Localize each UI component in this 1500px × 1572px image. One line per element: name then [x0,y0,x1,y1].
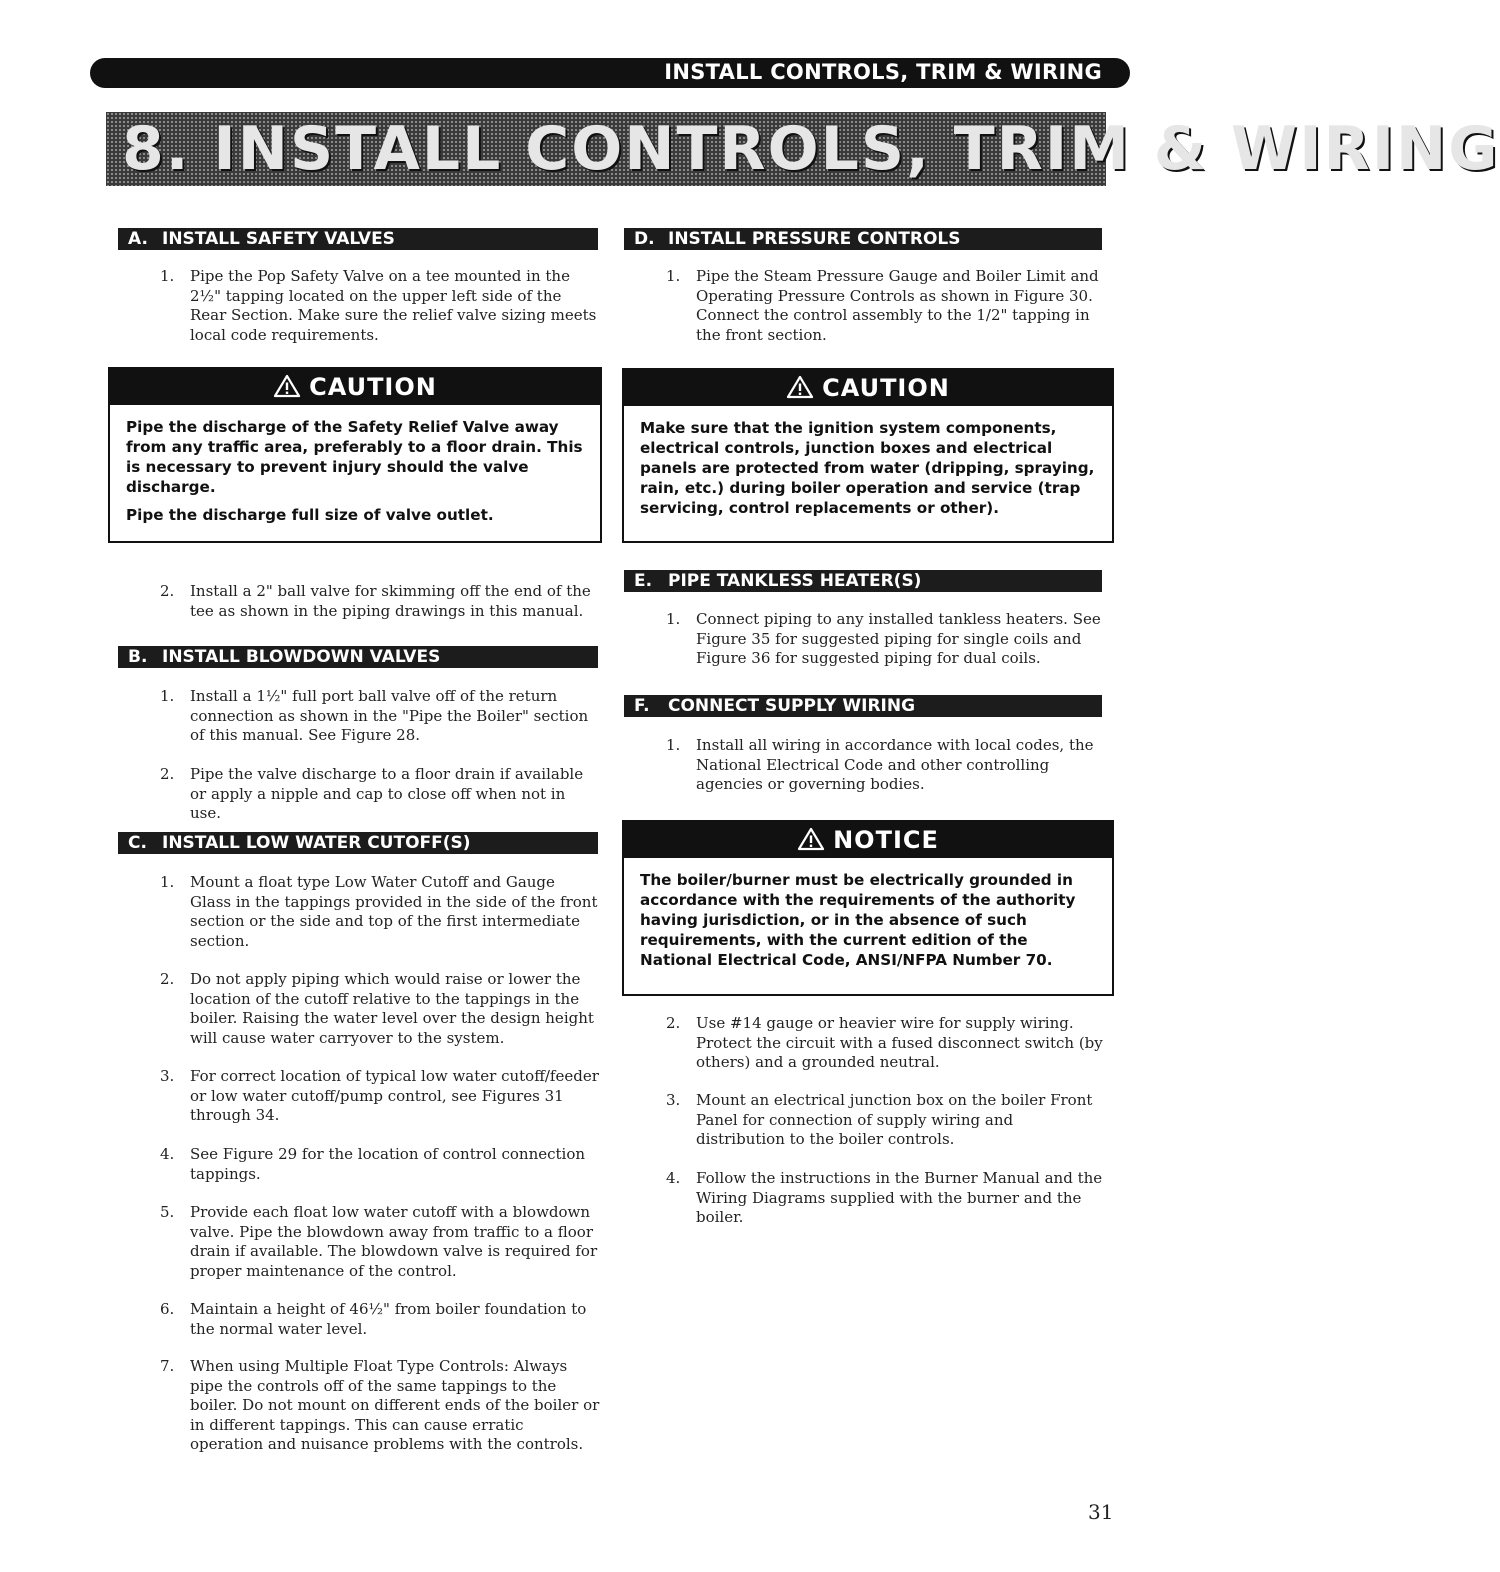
item-number: 1. [666,736,681,754]
item-text: Pipe the Pop Safety Valve on a tee mounted in the 2½" tapping located on the upper left side of the Rear Section. Make sure the relief valve sizing meets local code requirements. [190,267,597,344]
section-d-title: INSTALL PRESSURE CONTROLS [668,229,961,249]
item-text: Mount a float type Low Water Cutoff and Gauge Glass in the tappings provided in the side of the front section or the side and top of the first intermediate section. [190,873,598,950]
item-text: Use #14 gauge or heavier wire for supply wiring. Protect the circuit with a fused disconnect switch (by others) and a grounded neutral. [696,1014,1103,1072]
item-number: 1. [160,267,175,285]
caution-right-title: CAUTION [822,374,950,402]
chapter-title: 8. INSTALL CONTROLS, TRIM & WIRING [122,114,1500,184]
caution-right-header [624,370,1112,406]
warning-triangle-icon [273,374,301,398]
item-text: See Figure 29 for the location of control connection tappings. [190,1145,586,1183]
section-a-letter: A. [128,229,148,249]
section-c-title: INSTALL LOW WATER CUTOFF(S) [162,833,471,853]
section-e-header [624,570,1102,592]
section-a-header [118,228,598,250]
caution-box-right [622,368,1114,543]
section-b-header [118,646,598,668]
warning-triangle-icon [786,375,814,399]
page-number: 31 [1088,1500,1114,1524]
chapter-banner [106,112,1500,186]
item-number: 2. [160,765,175,783]
notice-header [624,822,1112,858]
section-b-letter: B. [128,647,148,667]
section-e-title: PIPE TANKLESS HEATER(S) [668,571,922,591]
caution-left-header [110,369,600,405]
item-number: 3. [666,1091,681,1109]
item-number: 2. [160,970,175,988]
caution-left-paragraph-2: Pipe the discharge full size of valve outlet. [126,506,494,524]
item-number: 4. [666,1169,681,1187]
item-number: 1. [160,687,175,705]
notice-paragraph-1: The boiler/burner must be electrically grounded in accordance with the requirements of the authority having jurisdiction, or in the absence of such requirements, with the current edition of the National Electrical Code, ANSI/NFPA Number 70. [640,871,1076,969]
item-text: When using Multiple Float Type Controls: Always pipe the controls off of the same tappings to the boiler. Do not mount on different ends of the boiler or in different tappings. This can cause erratic operation and nuisance problems with the controls. [190,1357,600,1454]
caution-right-paragraph-1: Make sure that the ignition system components, electrical controls, junction boxes and electrical panels are protected from water (dripping, spraying, rain, etc.) during boiler operation and service (trap servicing, control replacements or other). [640,419,1095,517]
section-b-title: INSTALL BLOWDOWN VALVES [162,647,441,667]
running-header-bar [90,58,1130,88]
item-text: Install a 1½" full port ball valve off of the return connection as shown in the "Pipe the Boiler" section of this manual. See Figure 28. [190,687,589,745]
item-number: 4. [160,1145,175,1163]
section-c-letter: C. [128,833,147,853]
section-f-title: CONNECT SUPPLY WIRING [668,696,916,716]
item-text: Provide each float low water cutoff with a blowdown valve. Pipe the blowdown away from traffic to a floor drain if available. The blowdown valve is required for proper maintenance of the control. [190,1203,598,1280]
caution-right-body [640,418,1098,526]
item-number: 1. [666,610,681,628]
item-text: Install a 2" ball valve for skimming off the end of the tee as shown in the piping drawings in this manual. [190,582,591,620]
item-text: Connect piping to any installed tankless heaters. See Figure 35 for suggested piping for single coils and Figure 36 for suggested piping for dual coils. [696,610,1101,668]
section-c-header [118,832,598,854]
notice-body [640,870,1098,978]
caution-left-paragraph-1: Pipe the discharge of the Safety Relief Valve away from any traffic area, preferably to a floor drain. This is necessary to prevent injury should the valve discharge. [126,418,583,496]
caution-left-title: CAUTION [309,373,437,401]
notice-box [622,820,1114,996]
item-number: 6. [160,1300,175,1318]
section-a-title: INSTALL SAFETY VALVES [162,229,395,249]
section-f-letter: F. [634,696,650,716]
section-e-letter: E. [634,571,653,591]
item-text: For correct location of typical low water cutoff/feeder or low water cutoff/pump control, see Figures 31 through 34. [190,1067,599,1125]
item-text: Install all wiring in accordance with local codes, the National Electrical Code and other controlling agencies or governing bodies. [696,736,1094,794]
item-number: 2. [160,582,175,600]
item-text: Do not apply piping which would raise or lower the location of the cutoff relative to the tappings in the boiler. Raising the water level over the design height will cause water carryover to the system. [190,970,594,1047]
item-text: Follow the instructions in the Burner Manual and the Wiring Diagrams supplied with the burner and the boiler. [696,1169,1103,1227]
notice-title: NOTICE [833,826,939,854]
item-text: Mount an electrical junction box on the boiler Front Panel for connection of supply wiring and distribution to the boiler controls. [696,1091,1093,1149]
item-number: 7. [160,1357,175,1375]
section-d-letter: D. [634,229,655,249]
item-text: Maintain a height of 46½" from boiler foundation to the normal water level. [190,1300,587,1338]
warning-triangle-icon [797,827,825,851]
item-number: 2. [666,1014,681,1032]
item-text: Pipe the Steam Pressure Gauge and Boiler Limit and Operating Pressure Controls as shown in Figure 30. Connect the control assembly to the 1/2" tapping in the front section. [696,267,1099,344]
caution-box-left [108,367,602,543]
section-f-header [624,695,1102,717]
item-number: 3. [160,1067,175,1085]
item-number: 5. [160,1203,175,1221]
item-number: 1. [666,267,681,285]
section-d-header [624,228,1102,250]
caution-left-body [126,417,586,533]
running-header-title: INSTALL CONTROLS, TRIM & WIRING [664,60,1102,84]
item-text: Pipe the valve discharge to a floor drain if available or apply a nipple and cap to close off when not in use. [190,765,584,823]
item-number: 1. [160,873,175,891]
